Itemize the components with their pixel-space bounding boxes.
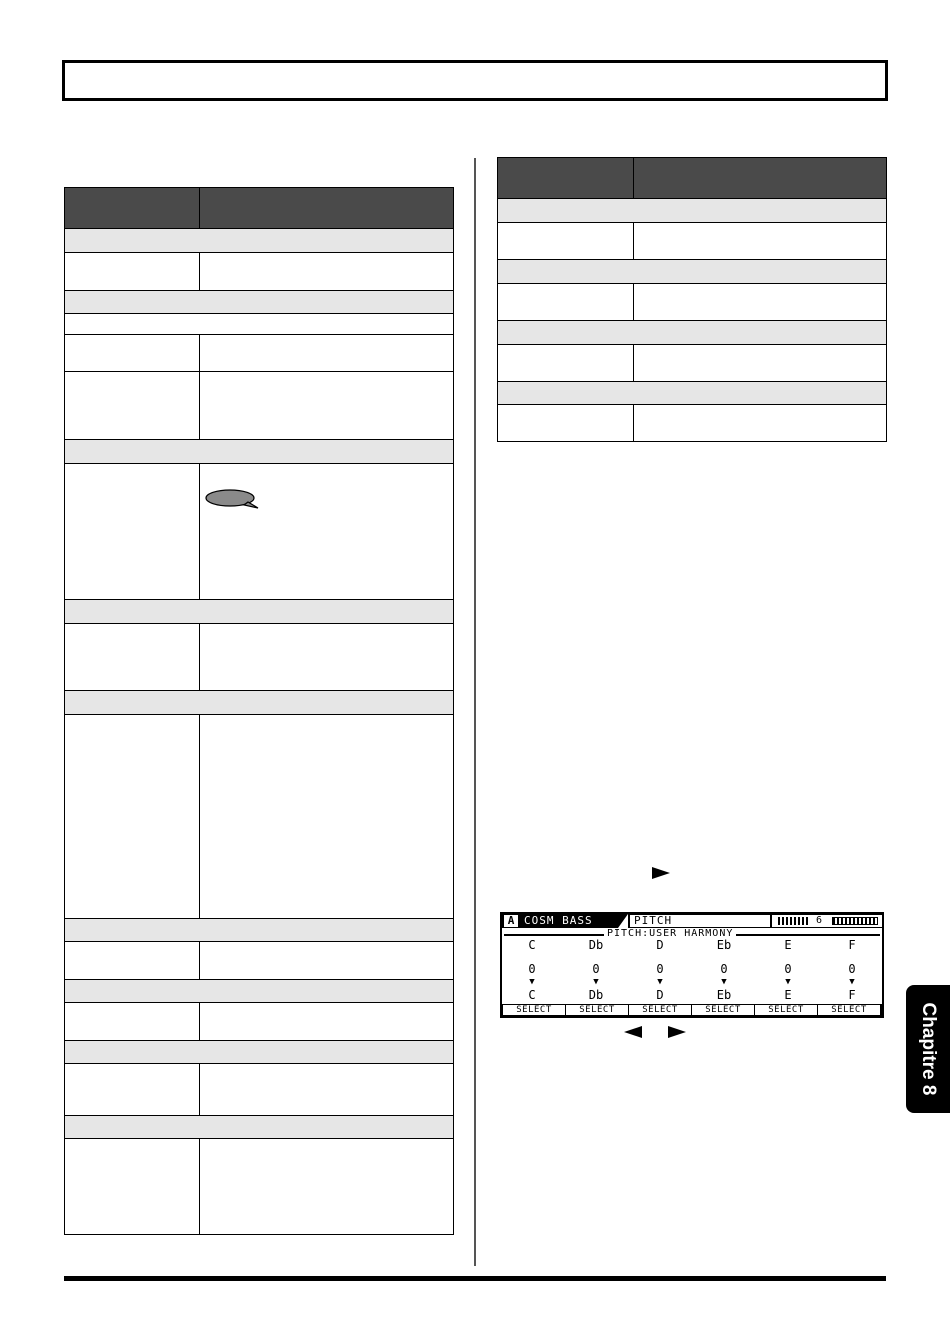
chapter-tab-label: Chapitre 8 (918, 1002, 939, 1096)
table-cell (65, 464, 200, 600)
table-cell (200, 942, 454, 980)
title-separator (618, 914, 628, 928)
footer-rule (64, 1276, 886, 1281)
target-note: E (784, 988, 792, 1002)
select-button[interactable]: SELECT (692, 1005, 754, 1015)
meter-value: 6 (816, 915, 823, 926)
down-arrow-icon: ▼ (721, 977, 727, 987)
table-cell (65, 253, 200, 291)
table-cell (65, 1003, 200, 1041)
table-section-row (65, 229, 454, 253)
meter-bars-right (832, 917, 878, 925)
table-cell (65, 314, 454, 335)
harmony-value: 0 (784, 962, 792, 976)
select-button[interactable]: SELECT (503, 1005, 565, 1015)
down-arrow-icon: ▼ (657, 977, 663, 987)
harmony-value: 0 (656, 962, 664, 976)
down-arrow-icon: ▼ (529, 977, 535, 987)
table-section-row (65, 980, 454, 1003)
harmony-column[interactable] (694, 938, 754, 1002)
table-cell (200, 624, 454, 691)
target-note: C (528, 988, 536, 1002)
cursor-left-icon (624, 1026, 642, 1038)
table-cell (498, 405, 634, 442)
harmony-column[interactable] (502, 938, 562, 1002)
table-section-row (65, 691, 454, 715)
table-cell (65, 624, 200, 691)
table-cell (65, 372, 200, 440)
table-cell (200, 1003, 454, 1041)
table-cell (634, 284, 887, 321)
table-cell (498, 223, 634, 260)
harmony-value: 0 (848, 962, 856, 976)
table-cell (634, 345, 887, 382)
down-arrow-icon: ▼ (849, 977, 855, 987)
table-cell (200, 464, 454, 600)
select-button[interactable]: SELECT (755, 1005, 817, 1015)
cursor-right-icon (652, 867, 670, 879)
table-cell (634, 405, 887, 442)
table-section-row (65, 919, 454, 942)
right-parameter-table (497, 157, 887, 442)
select-button[interactable]: SELECT (566, 1005, 628, 1015)
memo-bubble-icon (204, 488, 260, 510)
table-cell (200, 1139, 454, 1235)
lcd-title-bar (502, 914, 882, 928)
table-cell (65, 335, 200, 372)
harmony-column[interactable] (566, 938, 626, 1002)
harmony-column[interactable] (758, 938, 818, 1002)
section-title: PITCH:USER HARMONY (604, 928, 736, 940)
harmony-value: 0 (528, 962, 536, 976)
level-meter (772, 915, 882, 927)
down-arrow-icon: ▼ (593, 977, 599, 987)
table-cell (65, 942, 200, 980)
table-cell (65, 1064, 200, 1116)
source-note: E (784, 938, 792, 952)
table-section-row (498, 260, 887, 284)
table-section-row (65, 600, 454, 624)
harmony-column[interactable] (630, 938, 690, 1002)
table-cell (200, 1064, 454, 1116)
table-cell (634, 223, 887, 260)
chapter-tab (906, 985, 950, 1113)
table-cell (65, 715, 200, 919)
patch-bank-badge: A (504, 915, 518, 927)
table-cell (200, 715, 454, 919)
table-cell (498, 284, 634, 321)
source-note: Db (588, 938, 604, 952)
meter-bars-left (778, 917, 810, 925)
harmony-column[interactable] (822, 938, 882, 1002)
table-section-row (65, 291, 454, 314)
table-cell (200, 335, 454, 372)
table-section-row (498, 382, 887, 405)
down-arrow-icon: ▼ (785, 977, 791, 987)
target-note: Eb (716, 988, 732, 1002)
source-note: Eb (716, 938, 732, 952)
page-header-box (62, 60, 888, 101)
table-section-row (65, 1116, 454, 1139)
target-note: Db (588, 988, 604, 1002)
select-button[interactable]: SELECT (818, 1005, 880, 1015)
table-header-cell (65, 188, 200, 229)
target-note: F (848, 988, 856, 1002)
table-cell (200, 372, 454, 440)
left-parameter-table (64, 187, 454, 1235)
table-section-row (498, 199, 887, 223)
harmony-value: 0 (720, 962, 728, 976)
cursor-right-icon (668, 1026, 686, 1038)
table-section-row (65, 440, 454, 464)
lcd-screen (500, 912, 884, 1018)
harmony-value: 0 (592, 962, 600, 976)
table-cell (200, 253, 454, 291)
table-header-cell (498, 158, 634, 199)
column-divider (474, 158, 476, 1266)
function-button-bar (502, 1004, 882, 1016)
select-button[interactable]: SELECT (629, 1005, 691, 1015)
patch-name: COSM BASS (524, 914, 593, 927)
source-note: D (656, 938, 664, 952)
source-note: F (848, 938, 856, 952)
table-cell (498, 345, 634, 382)
table-section-row (65, 1041, 454, 1064)
table-cell (65, 1139, 200, 1235)
table-header-cell (634, 158, 887, 199)
screen-title: PITCH (630, 915, 770, 927)
table-header-cell (200, 188, 454, 229)
table-section-row (498, 321, 887, 345)
source-note: C (528, 938, 536, 952)
target-note: D (656, 988, 664, 1002)
